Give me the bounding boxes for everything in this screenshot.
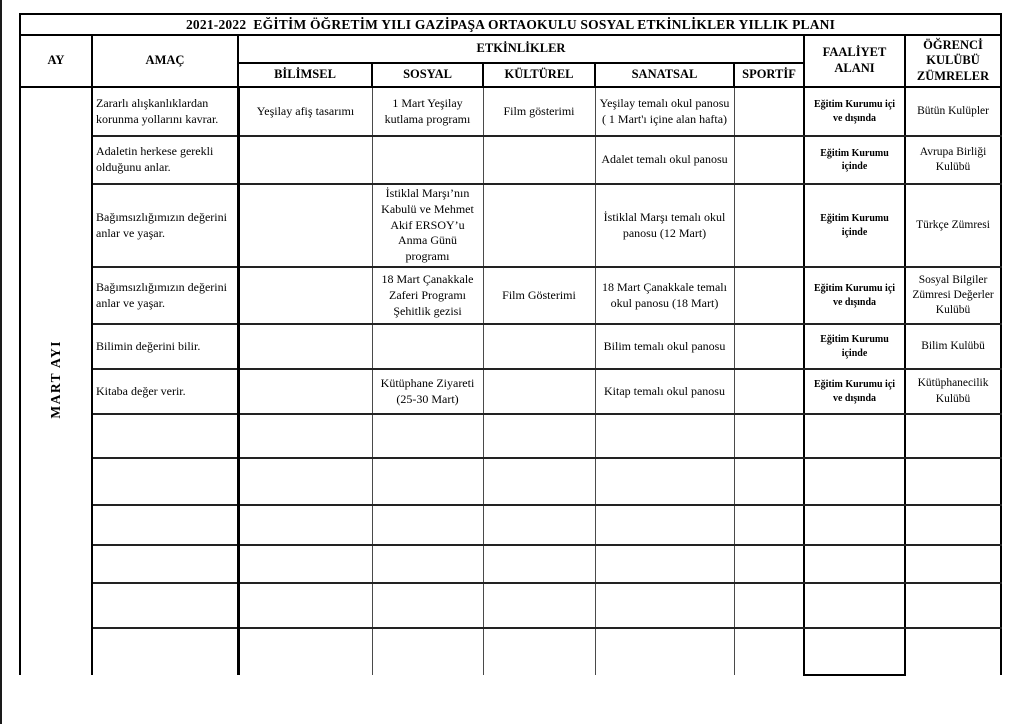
cell-amac	[92, 458, 238, 505]
table-row	[20, 369, 1001, 414]
cell-sanatsal: Adalet temalı okul panosu	[595, 136, 734, 184]
cell-sportif	[734, 414, 804, 458]
col-header-kulturel: KÜLTÜREL	[483, 63, 595, 87]
col-header-sosyal: SOSYAL	[372, 63, 483, 87]
table-row	[20, 628, 1001, 675]
cell-sosyal: İstiklal Marşı’nın Kabulü ve Mehmet Akif ERSOY’u Anma Günü programı	[372, 184, 483, 267]
cell-bilimsel	[238, 583, 372, 628]
document-title: 2021-2022 EĞİTİM ÖĞRETİM YILI GAZİPAŞA ORTAOKULU SOSYAL ETKİNLİKLER YILLIK PLANI	[20, 14, 1001, 35]
cell-kulturel	[483, 136, 595, 184]
cell-sanatsal: 18 Mart Çanakkale temalı okul panosu (18 Mart)	[595, 267, 734, 324]
cell-kulturel	[483, 505, 595, 545]
cell-amac	[92, 505, 238, 545]
table-row	[20, 184, 1001, 267]
cell-bilimsel	[238, 505, 372, 545]
cell-sanatsal	[595, 458, 734, 505]
table-row	[20, 87, 1001, 136]
cell-faaliyet-alani: Eğitim Kurumu içi ve dışında	[804, 87, 905, 136]
cell-sosyal	[372, 628, 483, 675]
cell-sosyal: Kütüphane Ziyareti (25-30 Mart)	[372, 369, 483, 414]
col-header-amac: AMAÇ	[92, 35, 238, 87]
cell-ogrenci-kulubu	[905, 545, 1001, 583]
cell-bilimsel: Yeşilay afiş tasarımı	[238, 87, 372, 136]
cell-sanatsal	[595, 545, 734, 583]
cell-kulturel: Film gösterimi	[483, 87, 595, 136]
cell-sportif	[734, 324, 804, 369]
cell-bilimsel	[238, 628, 372, 675]
cell-faaliyet-alani	[804, 628, 905, 675]
cell-ogrenci-kulubu	[905, 628, 1001, 675]
cell-sanatsal: Yeşilay temalı okul panosu ( 1 Mart'ı içine alan hafta)	[595, 87, 734, 136]
cell-sosyal: 18 Mart Çanakkale Zaferi Programı Şehitlik gezisi	[372, 267, 483, 324]
cell-kulturel	[483, 583, 595, 628]
col-header-ogrenci-kulubu: ÖĞRENCİ KULÜBÜ ZÜMRELER	[905, 35, 1001, 87]
cell-amac	[92, 583, 238, 628]
cell-amac	[92, 414, 238, 458]
cell-sportif	[734, 458, 804, 505]
cell-kulturel	[483, 458, 595, 505]
cell-sportif	[734, 583, 804, 628]
cell-kulturel	[483, 414, 595, 458]
cell-faaliyet-alani: Eğitim Kurumu içi ve dışında	[804, 369, 905, 414]
table-row	[20, 583, 1001, 628]
cell-bilimsel	[238, 458, 372, 505]
cell-ogrenci-kulubu: Kütüphanecilik Kulübü	[905, 369, 1001, 414]
cell-sportif	[734, 87, 804, 136]
cell-kulturel	[483, 184, 595, 267]
title-row	[20, 14, 1001, 35]
cell-bilimsel	[238, 369, 372, 414]
cell-kulturel	[483, 545, 595, 583]
cell-sosyal	[372, 458, 483, 505]
month-label: MART AYI	[48, 339, 64, 419]
cell-ogrenci-kulubu	[905, 414, 1001, 458]
table-row	[20, 505, 1001, 545]
table-body	[20, 87, 1001, 675]
month-cell	[20, 87, 92, 675]
table-row	[20, 545, 1001, 583]
page-scan-edge	[0, 0, 2, 724]
cell-sportif	[734, 628, 804, 675]
cell-sanatsal	[595, 414, 734, 458]
cell-sosyal: 1 Mart Yeşilay kutlama programı	[372, 87, 483, 136]
cell-sportif	[734, 267, 804, 324]
cell-amac: Bağımsızlığımızın değerini anlar ve yaşar.	[92, 184, 238, 267]
table-row	[20, 458, 1001, 505]
cell-sanatsal: İstiklal Marşı temalı okul panosu (12 Mart)	[595, 184, 734, 267]
cell-amac: Adaletin herkese gerekli olduğunu anlar.	[92, 136, 238, 184]
cell-ogrenci-kulubu	[905, 458, 1001, 505]
table-row	[20, 136, 1001, 184]
cell-kulturel	[483, 369, 595, 414]
cell-bilimsel	[238, 267, 372, 324]
col-header-bilimsel: BİLİMSEL	[238, 63, 372, 87]
cell-faaliyet-alani	[804, 583, 905, 628]
cell-ogrenci-kulubu: Bilim Kulübü	[905, 324, 1001, 369]
cell-faaliyet-alani: Eğitim Kurumu içi ve dışında	[804, 267, 905, 324]
cell-sanatsal	[595, 628, 734, 675]
cell-amac: Kitaba değer verir.	[92, 369, 238, 414]
cell-amac: Bilimin değerini bilir.	[92, 324, 238, 369]
table-header	[20, 14, 1001, 87]
cell-faaliyet-alani: Eğitim Kurumu içinde	[804, 136, 905, 184]
col-header-ay: AY	[20, 35, 92, 87]
cell-bilimsel	[238, 414, 372, 458]
cell-sanatsal: Kitap temalı okul panosu	[595, 369, 734, 414]
cell-amac: Bağımsızlığımızın değerini anlar ve yaşar.	[92, 267, 238, 324]
annual-activity-plan-table	[19, 13, 1002, 676]
cell-kulturel: Film Gösterimi	[483, 267, 595, 324]
table-row	[20, 267, 1001, 324]
cell-sosyal	[372, 583, 483, 628]
cell-sportif	[734, 505, 804, 545]
cell-sosyal	[372, 505, 483, 545]
cell-faaliyet-alani	[804, 458, 905, 505]
cell-sosyal	[372, 324, 483, 369]
cell-sportif	[734, 369, 804, 414]
cell-ogrenci-kulubu: Avrupa Birliği Kulübü	[905, 136, 1001, 184]
cell-sportif	[734, 136, 804, 184]
cell-ogrenci-kulubu	[905, 505, 1001, 545]
col-header-etkinlikler: ETKİNLİKLER	[238, 35, 804, 63]
cell-sportif	[734, 545, 804, 583]
col-header-faaliyet-alani: FAALİYET ALANI	[804, 35, 905, 87]
cell-ogrenci-kulubu: Bütün Kulüpler	[905, 87, 1001, 136]
cell-bilimsel	[238, 184, 372, 267]
cell-ogrenci-kulubu	[905, 583, 1001, 628]
table-row	[20, 324, 1001, 369]
cell-amac	[92, 628, 238, 675]
cell-bilimsel	[238, 545, 372, 583]
cell-sportif	[734, 184, 804, 267]
cell-sosyal	[372, 545, 483, 583]
cell-faaliyet-alani	[804, 505, 905, 545]
cell-amac	[92, 545, 238, 583]
cell-ogrenci-kulubu: Türkçe Zümresi	[905, 184, 1001, 267]
cell-bilimsel	[238, 324, 372, 369]
cell-sanatsal	[595, 583, 734, 628]
cell-faaliyet-alani: Eğitim Kurumu içinde	[804, 184, 905, 267]
cell-sosyal	[372, 414, 483, 458]
cell-bilimsel	[238, 136, 372, 184]
table-row	[20, 414, 1001, 458]
cell-faaliyet-alani	[804, 545, 905, 583]
col-header-sportif: SPORTİF	[734, 63, 804, 87]
col-header-sanatsal: SANATSAL	[595, 63, 734, 87]
cell-sanatsal: Bilim temalı okul panosu	[595, 324, 734, 369]
cell-ogrenci-kulubu: Sosyal Bilgiler Zümresi Değerler Kulübü	[905, 267, 1001, 324]
header-row-top	[20, 35, 1001, 63]
cell-amac: Zararlı alışkanlıklardan korunma yollarını kavrar.	[92, 87, 238, 136]
cell-faaliyet-alani: Eğitim Kurumu içinde	[804, 324, 905, 369]
cell-sosyal	[372, 136, 483, 184]
cell-sanatsal	[595, 505, 734, 545]
cell-faaliyet-alani	[804, 414, 905, 458]
cell-kulturel	[483, 628, 595, 675]
cell-kulturel	[483, 324, 595, 369]
